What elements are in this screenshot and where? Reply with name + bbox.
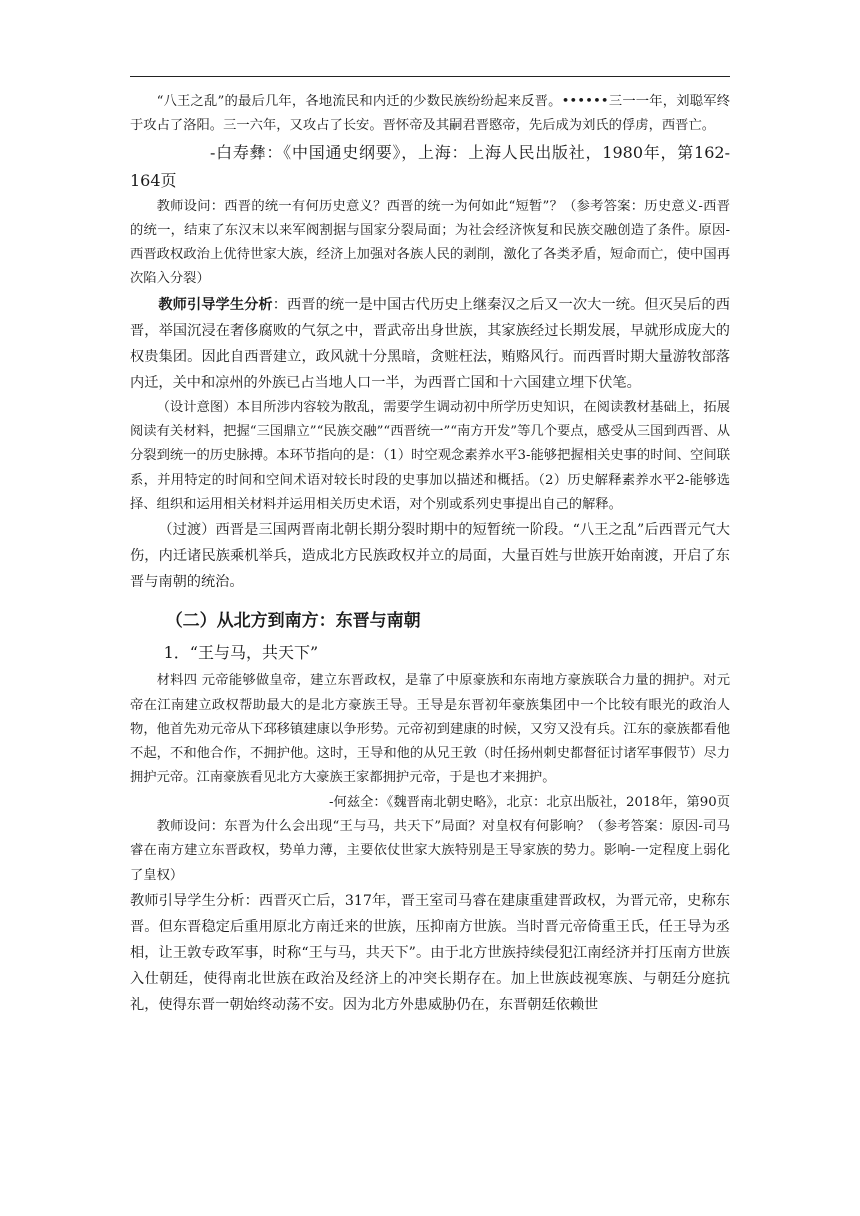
section-heading: （二）从北方到南方：东晋与南朝 xyxy=(165,611,421,632)
transition-paragraph: （过渡）西晋是三国两晋南北朝长期分裂时期中的短暂统一阶段。“八王之乱”后西晋元气大伤，内迁诸民族乘机举兵，造成北方民族政权并立的局面，大量百姓与世族开始南渡，开启了东晋与南朝的统治。 xyxy=(130,522,730,591)
subsection-heading: 1．“王与马，共天下” xyxy=(163,643,319,663)
quote-paragraph: “八王之乱”的最后几年，各地流民和内迁的少数民族纷纷起来反晋。••••••三一一年，刘聪军终于攻占了洛阳。三一六年，又攻占了长安。晋怀帝及其嗣君晋愍帝，先后成为刘氏的俘虏，西晋亡。 xyxy=(130,94,730,134)
header-rule xyxy=(130,76,730,77)
teacher-question: 教师设问：东晋为什么会出现“王与马，共天下”局面？对皇权有何影响？（参考答案：原因-司马睿在南方建立东晋政权，势单力薄，主要依仗世家大族特别是王导家族的势力。影响-一定程度上弱化了皇权） xyxy=(130,819,730,883)
analysis-text: ：西晋的统一是中国古代历史上继秦汉之后又一次大一统。但灭吴后的西晋，举国沉浸在奢侈腐败的气氛之中，晋武帝出身世族，其家族经过长期发展，早就形成庞大的权贵集团。因此自西晋建立，政风就十分黑暗，贪赃枉法，贿赂风行。而西晋时期大量游牧部落内迁，关中和凉州的外族已占当地人口一半，为西晋亡国和十六国建立埋下伏笔。 xyxy=(130,296,730,391)
document-body xyxy=(130,90,730,1018)
citation: -何兹全：《魏晋南北朝史略》，北京：北京出版社，2018年，第90页 xyxy=(329,794,730,810)
teacher-analysis: 教师引导学生分析：西晋灭亡后，317年，晋王室司马睿在建康重建晋政权，为晋元帝，史称东晋。但东晋稳定后重用原北方南迁来的世族，压抑南方世族。当时晋元帝倚重王氏，任王导为丞相，让王敦专政军事，时称“王与马，共天下”。由于北方世族持续侵犯江南经济并打压南方世族入仕朝廷，使得南北世族在政治及经济上的冲突长期存在。加上世族歧视寒族、与朝廷分庭抗礼，使得东晋一朝始终动荡不安。因为北方外患威胁仍在，东晋朝廷依赖世 xyxy=(130,892,730,1013)
material-four: 材料四 元帝能够做皇帝，建立东晋政权，是靠了中原豪族和东南地方豪族联合力量的拥护。对元帝在江南建立政权帮助最大的是北方豪族王导。王导是东晋初年豪族集团中一个比较有眼光的政治人物，他首先劝元帝从下邳移镇建康以争形势。元帝初到建康的时候，又穷又没有兵。江东的豪族都看他不起，不和他合作，不拥护他。这时，王导和他的从兄王敦（时任扬州刺史都督征讨诸军事假节）尽力拥护元帝。江南豪族看见北方大豪族王家都拥护元帝，于是也才来拥护。 xyxy=(130,673,730,786)
teacher-analysis xyxy=(130,292,730,396)
design-intent: （设计意图）本目所涉内容较为散乱，需要学生调动初中所学历史知识，在阅读教材基础上，拓展阅读有关材料，把握“三国鼎立”“民族交融”“西晋统一”“南方开发”等几个要点，感受从三国到西晋、从分裂到统一的历史脉搏。本环节指向的是：（1）时空观念素养水平3-能够把握相关史事的时间、空间联系，并用特定的时间和空间术语对较长时段的史事加以描述和概括。（2）历史解释素养水平2-能够选择、组织和运用相关材料并运用相关历史术语，对个别或系列史事提出自己的解释。 xyxy=(130,399,730,512)
teacher-question: 教师设问：西晋的统一有何历史意义？西晋的统一为何如此“短暂”？（参考答案：历史意义-西晋的统一，结束了东汉末以来军阀割据与国家分裂局面；为社会经济恢复和民族交融创造了条件。原因-西晋政权政治上优待世家大族，经济上加强对各族人民的剥削，激化了各类矛盾，短命而亡，使中国再次陷入分裂） xyxy=(130,198,730,287)
citation: -白寿彝：《中国通史纲要》，上海：上海人民出版社，1980年，第162-164页 xyxy=(130,142,730,190)
analysis-label: 教师引导学生分析 xyxy=(158,296,273,313)
